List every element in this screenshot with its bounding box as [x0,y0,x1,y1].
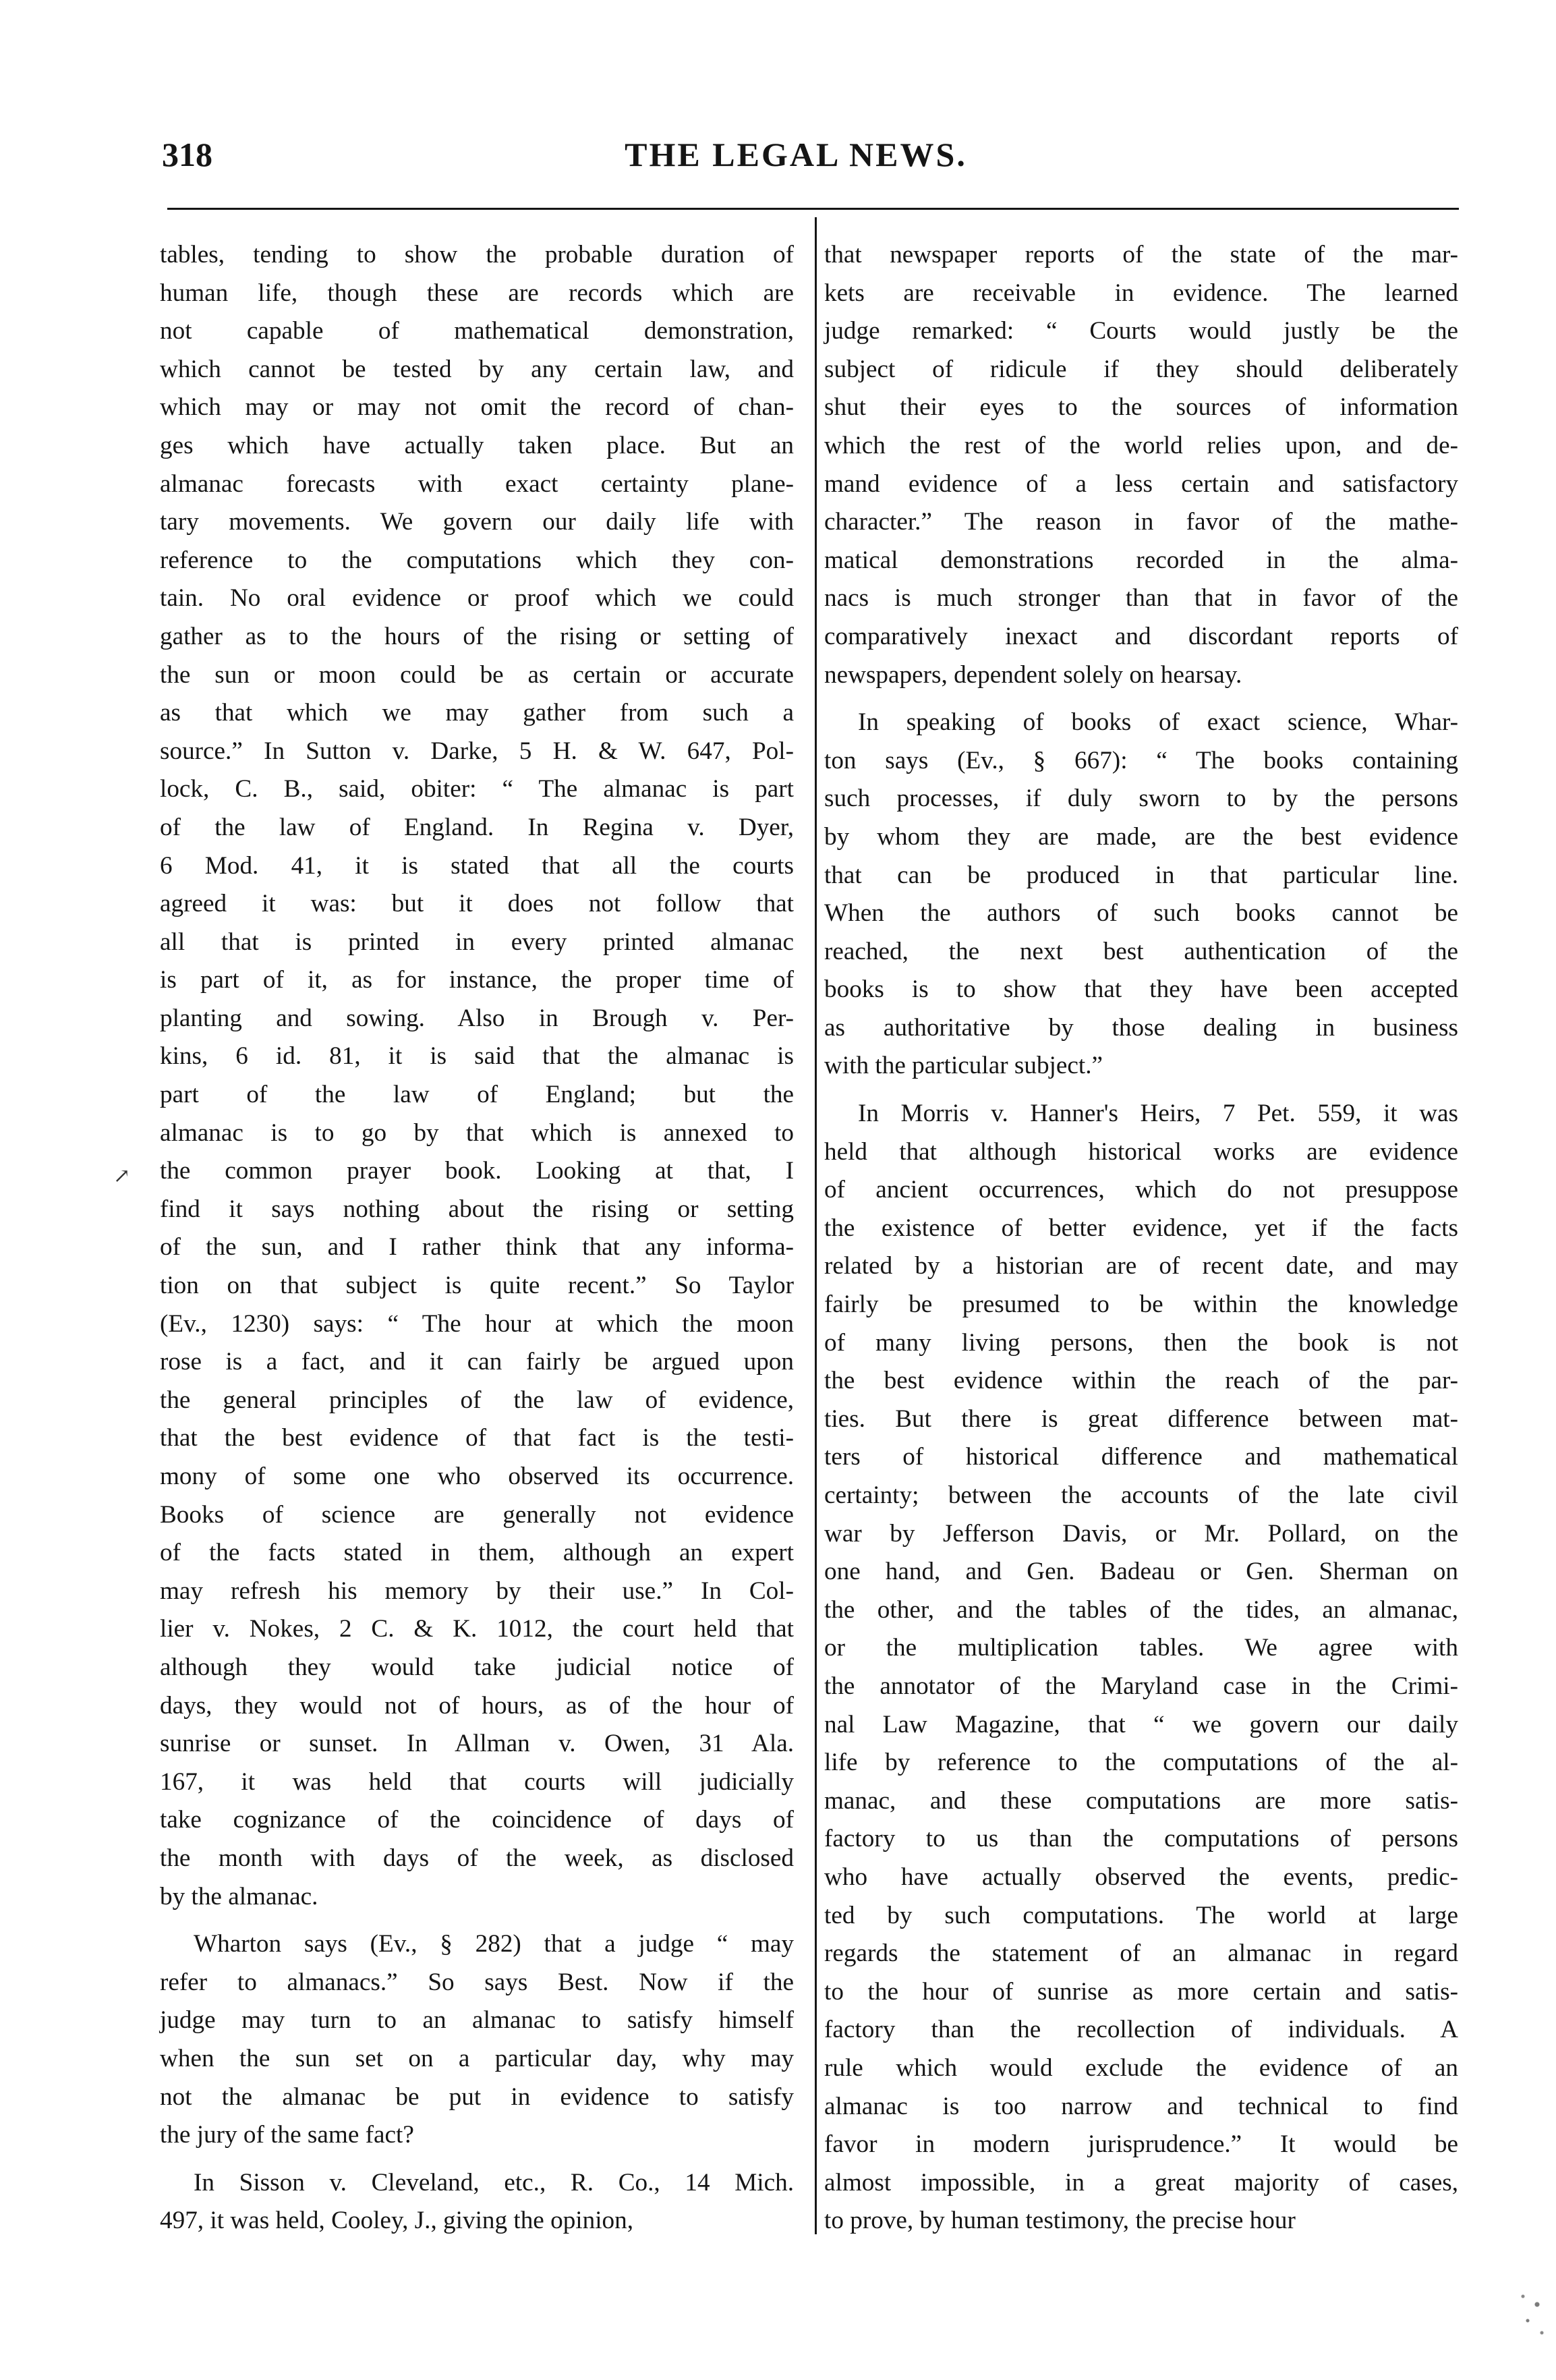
text-line: is part of it, as for instance, the proper time of [160,966,794,994]
text-line: by the almanac. [160,1882,318,1910]
text-line: When the authors of such books cannot be [824,899,1458,928]
paragraph-gap [824,1085,1458,1095]
text-line: sunrise or sunset. In Allman v. Owen, 31 Ala. [160,1730,794,1758]
text-line: held that although historical works are evidence [824,1137,1458,1166]
text-line: character.” The reason in favor of the mathe- [824,508,1458,536]
text-line: the common prayer book. Looking at that, I [160,1157,794,1185]
text-line: newspapers, dependent solely on hearsay. [824,660,1242,689]
text-line: take cognizance of the coincidence of days of [160,1806,794,1834]
text-line: subject of ridicule if they should deliberately [824,355,1458,383]
text-line: of many living persons, then the book is not [824,1328,1458,1357]
text-line: when the sun set on a particular day, why may [160,2044,794,2072]
text-line: favor in modern jurisprudence.” It would be [824,2130,1458,2159]
text-line: to the hour of sunrise as more certain and satis- [824,1977,1458,2006]
text-line: may refresh his memory by their use.” In Col- [160,1577,794,1605]
text-line: kins, 6 id. 81, it is said that the almanac is [160,1042,794,1071]
text-line: human life, though these are records which are [160,279,794,307]
text-line: tion on that subject is quite recent.” So Taylor [160,1272,794,1300]
text-line: that the best evidence of that fact is the testi- [160,1424,794,1452]
text-line: not the almanac be put in evidence to satisfy [160,2082,794,2111]
running-title: THE LEGAL NEWS. [625,136,967,173]
text-line: mand evidence of a less certain and satisfactory [824,470,1458,498]
text-line: kets are receivable in evidence. The learned [824,279,1458,307]
text-line: tain. No oral evidence or proof which we could [160,584,794,613]
paragraph [824,236,1458,694]
text-line: life by reference to the computations of the al- [824,1749,1458,1777]
text-line: lier v. Nokes, 2 C. & K. 1012, the court held that [160,1615,794,1643]
text-line: planting and sowing. Also in Brough v. Per- [160,1004,794,1032]
text-line: 6 Mod. 41, it is stated that all the courts [160,851,794,880]
text-line: rose is a fact, and it can fairly be argued upon [160,1348,794,1376]
right-column [824,236,1458,2240]
text-line: shut their eyes to the sources of information [824,393,1458,422]
text-line: Books of science are generally not evidence [160,1500,794,1529]
text-line: books is to show that they have been accepted [824,975,1458,1004]
text-line: factory to us than the computations of persons [824,1825,1458,1853]
text-line: or the multiplication tables. We agree with [824,1634,1458,1662]
text-line: factory than the recollection of individuals. A [824,2016,1458,2044]
text-line: In Sisson v. Cleveland, etc., R. Co., 14 Mich. [194,2168,794,2197]
text-line: the general principles of the law of evidence, [160,1386,794,1414]
text-line: such processes, if duly sworn to by the persons [824,785,1458,813]
text-line: judge may turn to an almanac to satisfy himself [160,2006,794,2035]
margin-mark: ↗ [113,1165,131,1187]
text-line: which the rest of the world relies upon, and de- [824,431,1458,459]
text-line: reference to the computations which they con- [160,546,794,574]
text-line: manac, and these computations are more satis- [824,1786,1458,1815]
text-line: In Morris v. Hanner's Heirs, 7 Pet. 559, it was [858,1100,1458,1128]
text-line: days, they would not of hours, as of the hour of [160,1691,794,1720]
text-line: not capable of mathematical demonstration, [160,317,794,345]
text-line: who have actually observed the events, predic- [824,1863,1458,1891]
text-line: that newspaper reports of the state of the mar- [824,241,1458,268]
text-line: part of the law of England; but the [160,1081,794,1109]
text-line: related by a historian are of recent date, and may [824,1252,1458,1280]
text-line: almanac is to go by that which is annexed to [160,1118,794,1147]
text-line: one hand, and Gen. Badeau or Gen. Sherman on [824,1558,1458,1586]
text-line: lock, C. B., said, obiter: “ The almanac is part [160,775,794,803]
text-line: tables, tending to show the probable duration of [160,241,794,268]
text-line: gather as to the hours of the rising or setting of [160,622,794,650]
text-line: find it says nothing about the rising or setting [160,1195,794,1223]
text-line: although they would take judicial notice of [160,1653,794,1681]
text-line: ges which have actually taken place. But an [160,431,794,459]
text-line: rule which would exclude the evidence of an [824,2053,1458,2082]
text-line: almost impossible, in a great majority of cases, [824,2168,1458,2197]
paragraph [824,1095,1458,2240]
text-line: the sun or moon could be as certain or accurate [160,660,794,689]
text-line: of the sun, and I rather think that any informa- [160,1233,794,1262]
text-line: ton says (Ev., § 667): “ The books containing [824,746,1458,774]
text-line: ted by such computations. The world at large [824,1901,1458,1929]
text-line: fairly be presumed to be within the knowledge [824,1291,1458,1319]
paragraph [160,236,794,1916]
text-line: of the law of England. In Regina v. Dyer, [160,813,794,841]
text-line: judge remarked: “ Courts would justly be the [824,317,1458,345]
text-line: the month with days of the week, as disclosed [160,1844,794,1872]
text-line: all that is printed in every printed almanac [160,928,794,956]
text-line: agreed it was: but it does not follow that [160,890,794,918]
text-line: tary movements. We govern our daily life with [160,508,794,536]
text-line: the best evidence within the reach of the par- [824,1367,1458,1395]
text-line: nacs is much stronger than that in favor of the [824,584,1458,613]
paragraph-gap [824,694,1458,704]
text-line: refer to almanacs.” So says Best. Now if the [160,1968,794,1996]
text-line: the jury of the same fact? [160,2121,414,2149]
text-line: 167, it was held that courts will judicially [160,1767,794,1796]
scan-speckle [1509,2272,1556,2353]
paragraph-gap [160,2155,794,2164]
text-line: which cannot be tested by any certain law, and [160,355,794,383]
text-line: reached, the next best authentication of the [824,937,1458,965]
paragraph [160,1925,794,2155]
text-line: mony of some one who observed its occurrence. [160,1463,794,1490]
text-line: almanac is too narrow and technical to find [824,2092,1458,2120]
text-line: regards the statement of an almanac in regard [824,1939,1458,1968]
header-rule [167,208,1459,210]
text-line: Wharton says (Ev., § 282) that a judge “ may [194,1930,794,1958]
text-line: to prove, by human testimony, the precise hour [824,2207,1296,2235]
paragraph [824,704,1458,1085]
column-divider [815,217,817,2234]
page-number: 318 [162,136,212,173]
text-line: which may or may not omit the record of chan- [160,393,794,422]
text-line: certainty; between the accounts of the late civil [824,1481,1458,1509]
paragraph-gap [160,1916,794,1925]
text-line: of ancient occurrences, which do not presuppose [824,1176,1458,1204]
text-line: almanac forecasts with exact certainty plane- [160,470,794,498]
text-line: by whom they are made, are the best evidence [824,822,1458,851]
text-line: ties. But there is great difference between mat- [824,1405,1458,1433]
text-line: as authoritative by those dealing in business [824,1013,1458,1042]
text-line: matical demonstrations recorded in the alma- [824,546,1458,574]
text-line: the annotator of the Maryland case in the Crimi- [824,1672,1458,1700]
text-line: 497, it was held, Cooley, J., giving the opinion, [160,2207,634,2235]
left-column [160,236,794,2240]
text-line: comparatively inexact and discordant reports of [824,622,1458,650]
text-line: In speaking of books of exact science, Whar- [858,708,1458,737]
text-line: that can be produced in that particular line. [824,861,1458,889]
text-line: the other, and the tables of the tides, an almanac, [824,1595,1458,1624]
text-line: as that which we may gather from such a [160,699,794,727]
text-line: source.” In Sutton v. Darke, 5 H. & W. 647, Pol- [160,737,794,765]
text-line: nal Law Magazine, that “ we govern our daily [824,1710,1458,1738]
paragraph [160,2164,794,2240]
text-line: (Ev., 1230) says: “ The hour at which the moon [160,1309,794,1338]
text-line: of the facts stated in them, although an expert [160,1539,794,1567]
text-line: the existence of better evidence, yet if the facts [824,1214,1458,1242]
text-line: war by Jefferson Davis, or Mr. Pollard, on the [824,1519,1458,1548]
text-line: ters of historical difference and mathematical [824,1443,1458,1471]
text-line: with the particular subject.” [824,1052,1103,1080]
